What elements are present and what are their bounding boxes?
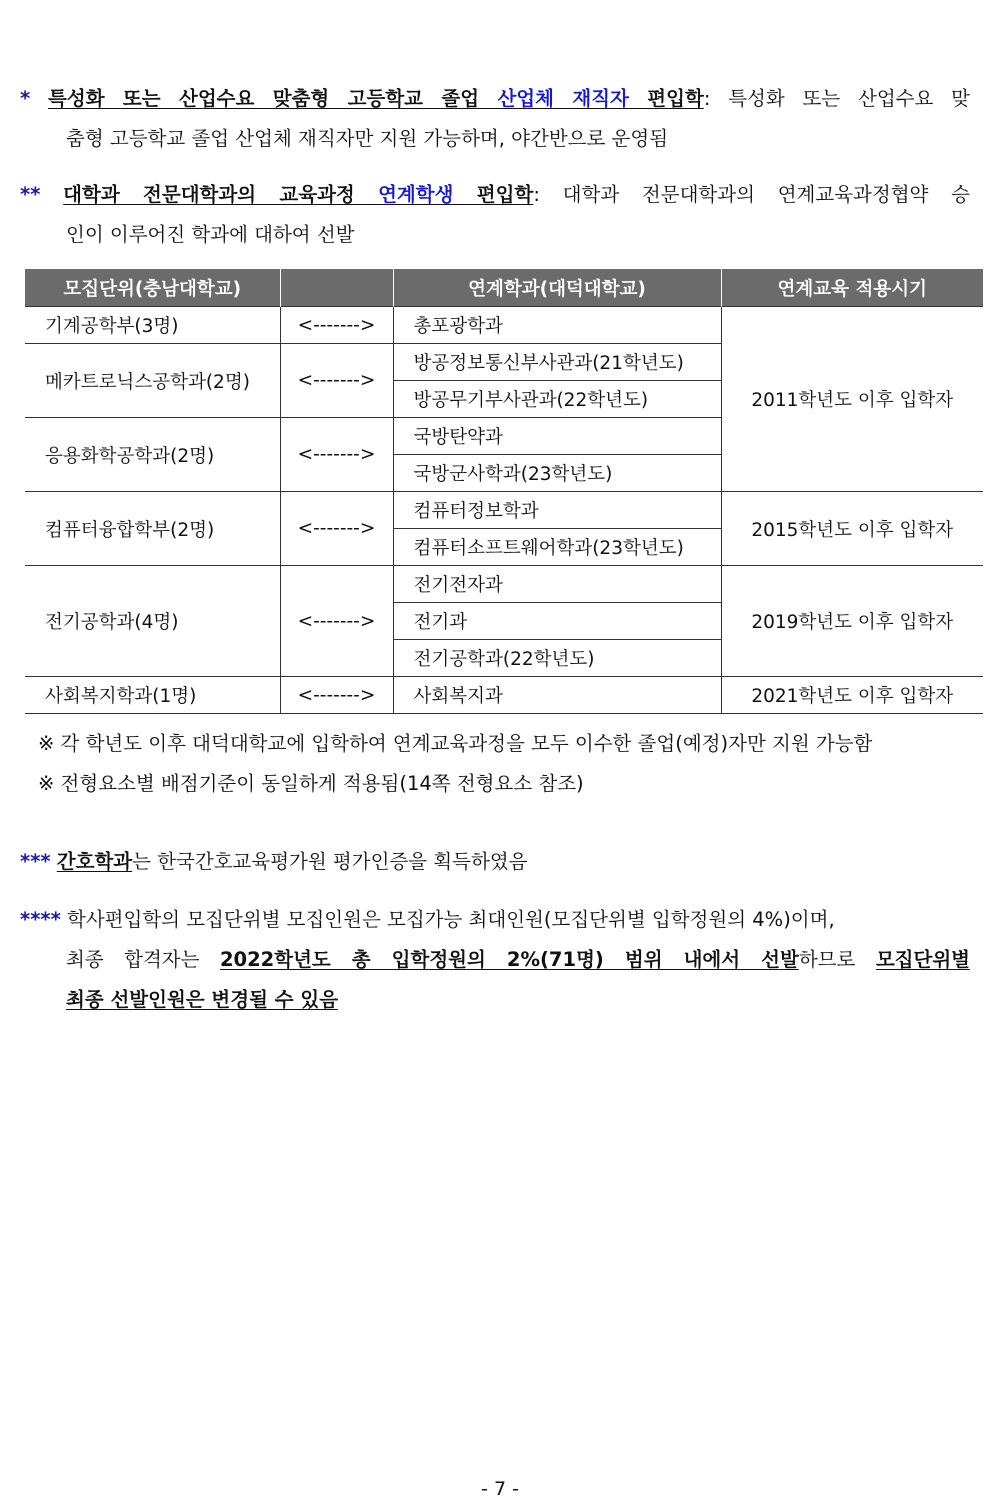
note-quota-line1: 학사편입학의 모집단위별 모집인원은 모집가능 최대인원(모집단위별 입학정원의 4%)이며, [67, 908, 835, 931]
arrow-cell: <-------> [280, 344, 393, 418]
note-desc-continued: 춤형 고등학교 졸업 산업체 재직자만 지원 가능하며, 야간반으로 운영됨 [66, 127, 669, 150]
unit-cell: 컴퓨터융합학부(2명) [25, 492, 280, 566]
note-quota-text: 최종 합격자는 [66, 948, 220, 971]
reference-note: ※ 전형요소별 배점기준이 동일하게 적용됨(14쪽 전형요소 참조) [38, 772, 584, 795]
note-quota-text: 하므로 [798, 948, 876, 971]
note-line [20, 940, 970, 980]
note-marker: *** [20, 850, 51, 873]
note-title [48, 87, 704, 110]
note-desc: 특성화 또는 산업수요 맞 [710, 87, 970, 110]
note-quota-bold: 모집단위별 [875, 948, 970, 971]
note-line [20, 980, 970, 1020]
note-quota-bold: 2022학년도 총 입학정원의 2%(71명) 범위 내에서 선발 [219, 948, 799, 971]
table-row [25, 307, 983, 344]
note-marker: **** [20, 908, 61, 931]
note-desc-continued: 인이 이루어진 학과에 대하여 선발 [66, 223, 355, 246]
linked-dept-cell: 국방탄약과 [393, 418, 721, 455]
header-period: 연계교육 적용시기 [721, 269, 983, 307]
linked-dept-cell: 컴퓨터정보학과 [393, 492, 721, 529]
unit-cell: 응용화학공학과(2명) [25, 418, 280, 492]
note-colon: : [533, 183, 540, 206]
note-quota-bold: 최종 선발인원은 변경될 수 있음 [66, 988, 339, 1011]
table-header-row [25, 269, 983, 307]
table-row [25, 566, 983, 603]
arrow-cell: <-------> [280, 566, 393, 677]
linked-dept-cell: 방공무기부사관과(22학년도) [393, 381, 721, 418]
linked-dept-cell: 방공정보통신부사관과(21학년도) [393, 344, 721, 381]
note-line [20, 900, 970, 940]
header-unit: 모집단위(충남대학교) [25, 269, 280, 307]
period-cell: 2015학년도 이후 입학자 [721, 492, 983, 566]
linked-dept-cell: 국방군사학과(23학년도) [393, 455, 721, 492]
note-title-part: 대학과 전문대학과의 교육과정 [63, 183, 379, 206]
linked-dept-cell: 전기과 [393, 603, 721, 640]
note-title-part: 편입학 [453, 183, 534, 206]
note-marker: ** [20, 183, 41, 206]
note-title-part: 특성화 또는 산업수요 맞춤형 고등학교 졸업 [48, 87, 498, 110]
arrow-cell: <-------> [280, 307, 393, 344]
linked-dept-cell: 총포광학과 [393, 307, 721, 344]
arrow-cell: <-------> [280, 677, 393, 714]
note-nursing-dept: 간호학과 [56, 850, 133, 873]
linked-dept-cell: 전기전자과 [393, 566, 721, 603]
arrow-cell: <-------> [280, 492, 393, 566]
unit-cell: 기계공학부(3명) [25, 307, 280, 344]
table-row [25, 677, 983, 714]
note-nursing-desc: 는 한국간호교육평가원 평가인증을 획득하였음 [132, 850, 528, 873]
linked-department-table [25, 269, 983, 714]
note-line [20, 175, 970, 215]
unit-cell: 사회복지학과(1명) [25, 677, 280, 714]
note-highlight: 산업체 재직자 [497, 87, 629, 110]
header-arrow [280, 269, 393, 307]
linked-dept-cell: 컴퓨터소프트웨어학과(23학년도) [393, 529, 721, 566]
note-title [63, 183, 533, 206]
note-title-part: 편입학 [628, 87, 704, 110]
period-cell: 2021학년도 이후 입학자 [721, 677, 983, 714]
note-marker: * [20, 87, 31, 110]
note-colon: : [703, 87, 711, 110]
unit-cell: 메카트로닉스공학과(2명) [25, 344, 280, 418]
unit-cell: 전기공학과(4명) [25, 566, 280, 677]
arrow-cell: <-------> [280, 418, 393, 492]
period-cell: 2011학년도 이후 입학자 [721, 307, 983, 492]
header-linked-dept: 연계학과(대덕대학교) [393, 269, 721, 307]
linked-dept-cell: 전기공학과(22학년도) [393, 640, 721, 677]
note-highlight: 연계학생 [378, 183, 454, 206]
reference-note: ※ 각 학년도 이후 대덕대학교에 입학하여 연계교육과정을 모두 이수한 졸업(예정)자만 지원 가능함 [38, 732, 873, 755]
note-line [20, 79, 970, 119]
note-quota [20, 900, 970, 1020]
note-industry-transfer [20, 79, 970, 159]
page-number: - 7 - [481, 1478, 519, 1500]
table-row [25, 492, 983, 529]
note-linked-transfer [20, 175, 970, 255]
note-desc: 대학과 전문대학과의 연계교육과정협약 승 [539, 183, 970, 206]
linked-dept-cell: 사회복지과 [393, 677, 721, 714]
note-nursing [20, 842, 970, 882]
period-cell: 2019학년도 이후 입학자 [721, 566, 983, 677]
